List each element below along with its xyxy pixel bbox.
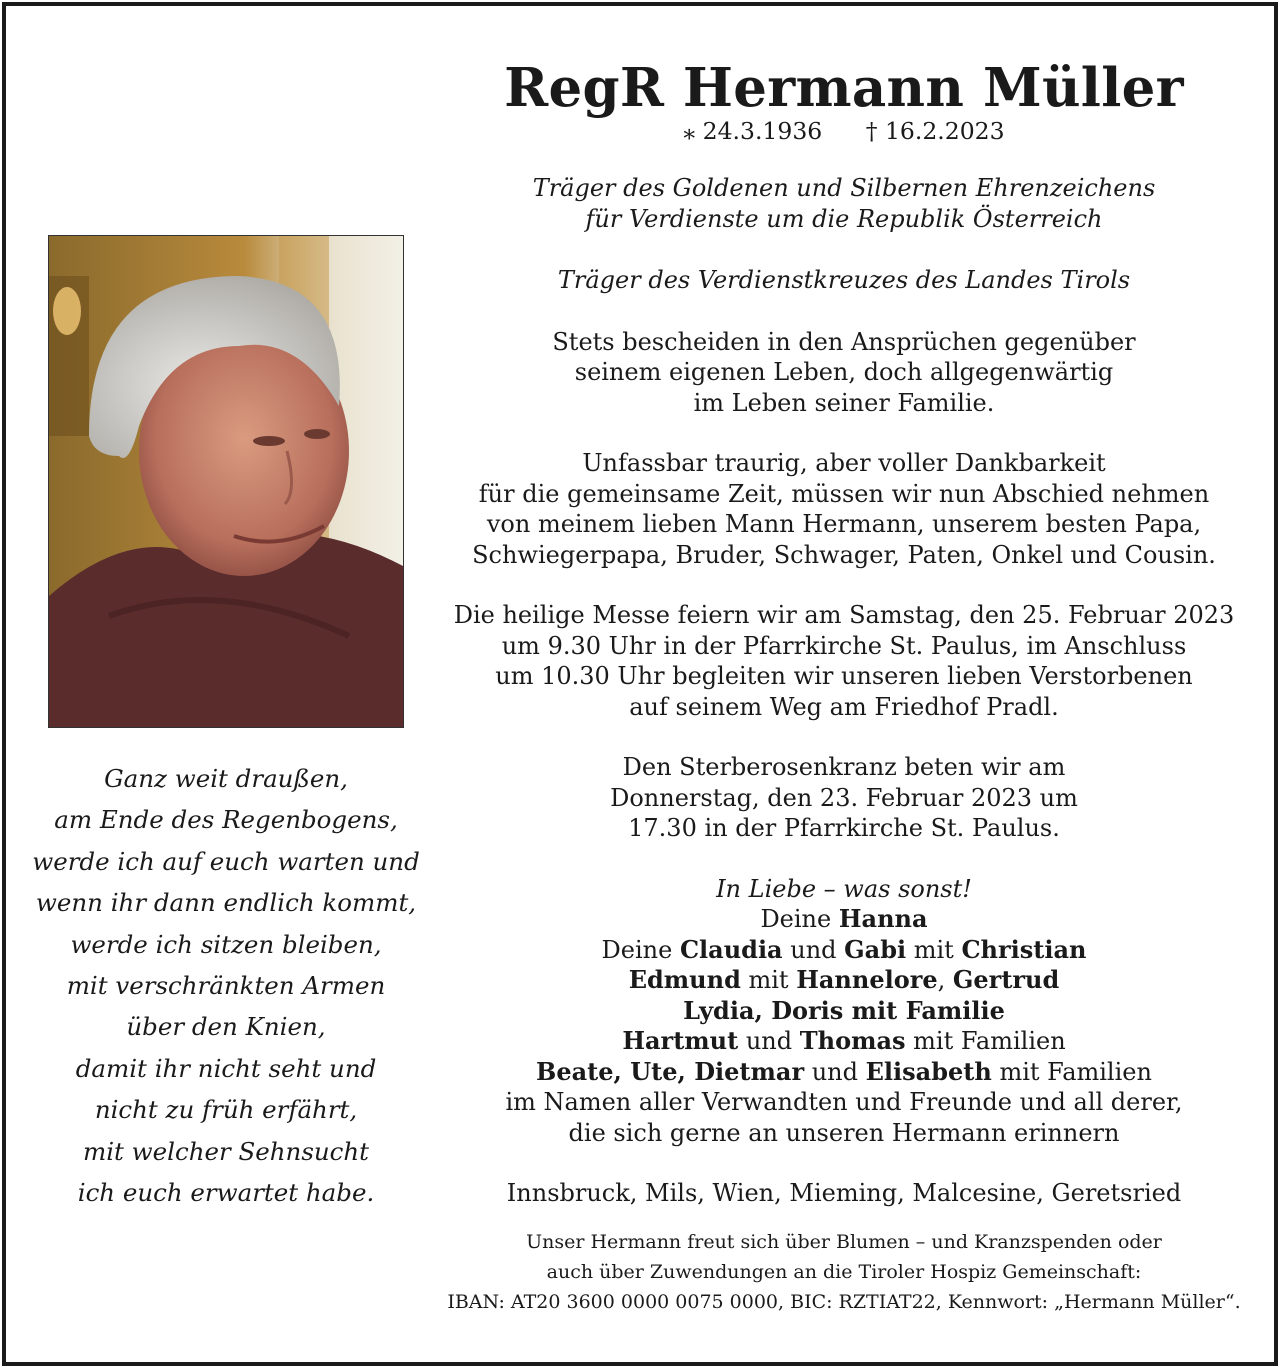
- mourner-name: Claudia: [679, 934, 783, 964]
- farewell: [438, 448, 1250, 570]
- tribute: [438, 327, 1250, 419]
- mourner-name: Gabi: [844, 934, 907, 964]
- mourner-line: [438, 996, 1250, 1027]
- poem-line: ich euch erwartet habe.: [77, 1178, 375, 1208]
- mourner-name: Lydia, Doris mit Familie: [683, 995, 1005, 1025]
- mass-line: Die heilige Messe feiern wir am Samstag, den 25. Februar 2023: [453, 601, 1235, 629]
- mourners: [438, 874, 1250, 1149]
- mourner-line: [438, 904, 1250, 935]
- mass-line: um 10.30 Uhr begleiten wir unseren lieben Verstorbenen: [495, 662, 1193, 690]
- portrait-image: [49, 236, 403, 727]
- tribute-line: Stets bescheiden in den Ansprüchen gegenüber: [552, 327, 1136, 356]
- mourner-name: Elisabeth: [865, 1056, 992, 1086]
- mourner-text: Deine: [601, 935, 680, 964]
- poem-line: am Ende des Regenbogens,: [54, 805, 398, 835]
- life-dates: [438, 118, 1250, 144]
- obituary-frame: [2, 2, 1278, 1366]
- mass-line: auf seinem Weg am Friedhof Pradl.: [629, 692, 1059, 721]
- mass-info: [438, 600, 1250, 722]
- mourner-text: Deine: [760, 905, 839, 933]
- poem-line: damit ihr nicht seht und: [75, 1053, 377, 1083]
- donation-line: IBAN: AT20 3600 0000 0075 0000, BIC: RZTIAT22, Kennwort: „Hermann Müller“.: [447, 1290, 1241, 1313]
- poem-line: werde ich sitzen bleiben,: [70, 929, 382, 959]
- rosary-line: Donnerstag, den 23. Februar 2023 um: [610, 783, 1078, 812]
- mourner-text: und: [782, 935, 845, 964]
- mourner-line: [438, 965, 1250, 996]
- tribute-line: seinem eigenen Leben, doch allgegenwärtig: [574, 358, 1114, 386]
- mourner-name: Hartmut: [622, 1026, 739, 1055]
- poem-line: nicht zu früh erfährt,: [94, 1095, 358, 1125]
- mourner-name: Beate, Ute, Dietmar: [536, 1056, 805, 1086]
- donation-note: [438, 1227, 1250, 1317]
- poem-line: wenn ihr dann endlich kommt,: [35, 888, 417, 918]
- mourner-text: ,: [937, 966, 953, 994]
- mass-line: um 9.30 Uhr in der Pfarrkirche St. Paulus, im Anschluss: [501, 631, 1187, 660]
- mourner-line: [438, 1026, 1250, 1057]
- obituary-text: [438, 56, 1250, 1317]
- donation-line: auch über Zuwendungen an die Tiroler Hospiz Gemeinschaft:: [546, 1260, 1142, 1283]
- mourner-line: [438, 935, 1250, 966]
- mourner-text: und: [738, 1027, 800, 1055]
- deceased-name: RegR Hermann Müller: [504, 57, 1184, 119]
- poem-line: mit verschränkten Armen: [66, 971, 386, 1001]
- mourner-name: Gertrud: [952, 965, 1060, 994]
- honor-tirol: Träger des Verdienstkreuzes des Landes Tirols: [557, 266, 1131, 294]
- tribute-line: im Leben seiner Familie.: [693, 388, 995, 417]
- mourner-text: mit: [740, 966, 797, 994]
- farewell-line: für die gemeinsame Zeit, müssen wir nun Abschied nehmen: [478, 479, 1210, 508]
- mourner-name: Hannelore: [796, 965, 938, 994]
- rosary-line: Den Sterberosenkranz beten wir am: [622, 753, 1066, 781]
- mourner-name: Hanna: [838, 904, 928, 933]
- love-line: In Liebe – was sonst!: [716, 874, 972, 903]
- mourner-text: mit Familien: [991, 1057, 1152, 1086]
- mourner-text: mit Familien: [905, 1027, 1066, 1055]
- mourner-name: Edmund: [628, 965, 741, 994]
- honor-line: Träger des Goldenen und Silbernen Ehrenzeichens: [532, 174, 1156, 202]
- mourner-text: mit: [906, 935, 962, 964]
- farewell-line: Unfassbar traurig, aber voller Dankbarkeit: [582, 449, 1106, 477]
- mourner-name: Thomas: [799, 1026, 906, 1055]
- death-date: † 16.2.2023: [865, 117, 1005, 145]
- farewell-line: von meinem lieben Mann Hermann, unserem besten Papa,: [486, 510, 1202, 538]
- rosary-info: [438, 752, 1250, 844]
- birth-date: ⁎ 24.3.1936: [683, 117, 823, 145]
- donation-line: Unser Hermann freut sich über Blumen – und Kranzspenden oder: [526, 1230, 1162, 1253]
- poem-line: Ganz weit draußen,: [104, 764, 348, 793]
- portrait-photo: [48, 235, 404, 728]
- poem-line: mit welcher Sehnsucht: [82, 1136, 370, 1166]
- poem-line: werde ich auf euch warten und: [32, 846, 420, 876]
- honors: [438, 173, 1250, 234]
- places: Innsbruck, Mils, Wien, Mieming, Malcesine, Geretsried: [506, 1179, 1182, 1207]
- mourner-name: Christian: [961, 934, 1087, 964]
- mourner-line: im Namen aller Verwandten und Freunde und all derer,: [505, 1088, 1183, 1116]
- mourner-line: die sich gerne an unseren Hermann erinnern: [568, 1118, 1120, 1147]
- poem: [26, 758, 426, 1213]
- mourner-text: und: [804, 1057, 866, 1086]
- mourner-line: [438, 1057, 1250, 1088]
- honor-line: für Verdienste um die Republik Österreich: [585, 204, 1103, 233]
- farewell-line: Schwiegerpapa, Bruder, Schwager, Paten, Onkel und Cousin.: [472, 540, 1216, 569]
- rosary-line: 17.30 in der Pfarrkirche St. Paulus.: [628, 814, 1060, 842]
- poem-line: über den Knien,: [126, 1012, 326, 1042]
